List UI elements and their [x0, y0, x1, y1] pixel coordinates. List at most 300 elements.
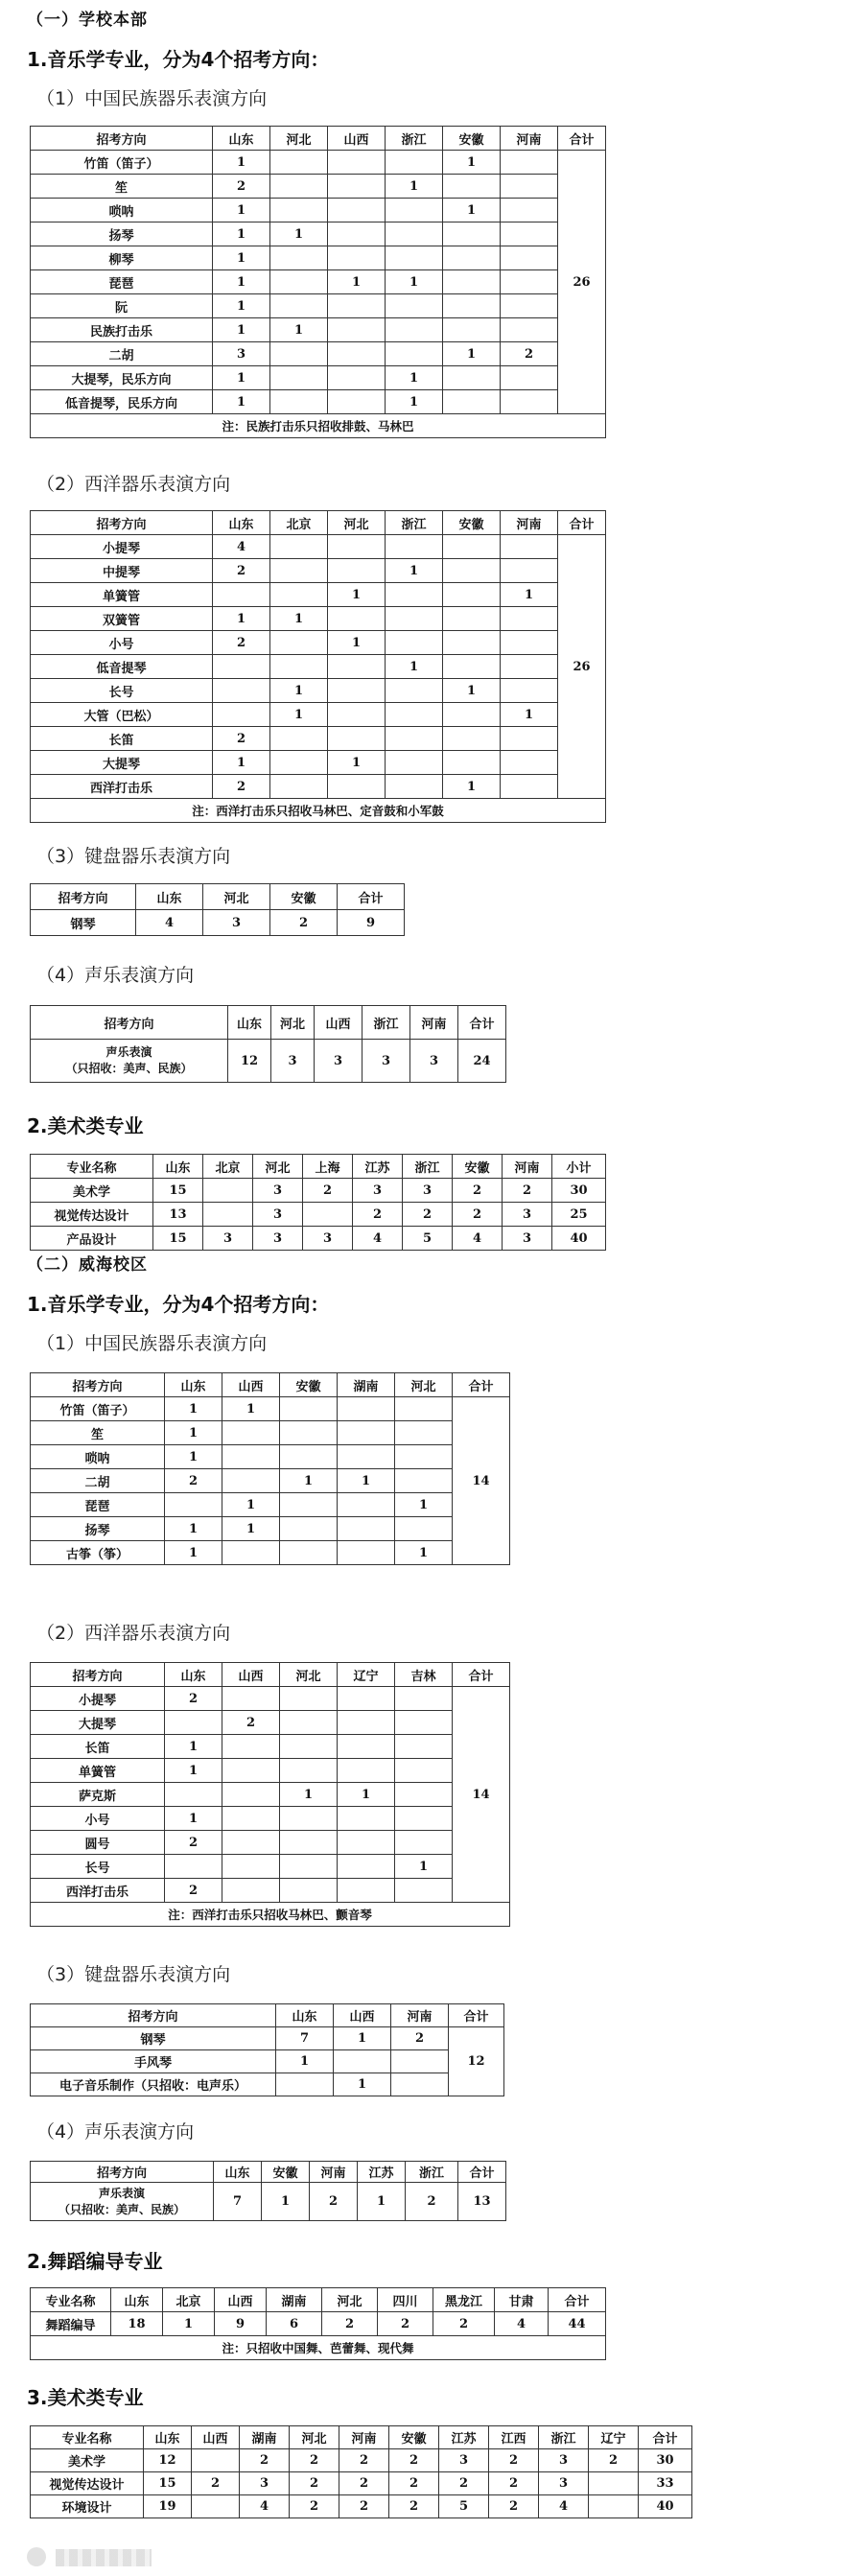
cell: 2	[322, 2312, 378, 2336]
cell	[338, 1517, 395, 1541]
cell: 40	[639, 2495, 692, 2518]
header-cell: 山东	[228, 1006, 271, 1040]
cell: 3	[539, 2472, 589, 2495]
cell: 2	[303, 1179, 353, 1203]
cell: 1	[213, 294, 270, 318]
table-row	[31, 199, 606, 222]
table-row	[31, 1831, 510, 1855]
cell	[328, 655, 386, 679]
cell: 1	[338, 1469, 395, 1493]
cell	[222, 1783, 280, 1807]
cell: 1	[213, 222, 270, 246]
header-cell: 河北	[253, 1155, 303, 1179]
cell: 2	[389, 2449, 439, 2472]
cell: 30	[552, 1179, 606, 1203]
cell	[338, 1807, 395, 1831]
cell: 1	[386, 390, 443, 414]
cell: 1	[213, 366, 270, 390]
table-row	[31, 559, 606, 583]
cell: 2	[310, 2183, 358, 2221]
cell: 1	[395, 1541, 453, 1565]
cell	[280, 1879, 338, 1903]
cell: 1	[501, 703, 558, 727]
header-cell: 山东	[153, 1155, 203, 1179]
cell	[270, 535, 328, 559]
cell: 4	[453, 1227, 503, 1251]
cell: 2	[165, 1831, 222, 1855]
table-row	[31, 775, 606, 799]
table-weihai-folk	[30, 1372, 510, 1565]
header-cell: 河北	[280, 1663, 338, 1687]
header-cell: 河南	[310, 2162, 358, 2183]
cell: 1	[213, 318, 270, 342]
cell	[589, 2472, 639, 2495]
cell: 2	[389, 2472, 439, 2495]
cell	[338, 1711, 395, 1735]
cell	[222, 1541, 280, 1565]
header-cell: 专业名称	[31, 2426, 144, 2449]
cell: 15	[144, 2472, 192, 2495]
major-heading: 3.美术类专业	[27, 2386, 144, 2409]
campus-heading: （二）威海校区	[27, 1255, 148, 1275]
table-row	[31, 366, 606, 390]
table-note: 注：西洋打击乐只招收马林巴、定音鼓和小军鼓	[31, 799, 606, 823]
cell	[338, 1735, 395, 1759]
cell	[501, 775, 558, 799]
cell: 3	[303, 1227, 353, 1251]
cell: 1	[501, 583, 558, 607]
table-header-row	[31, 127, 606, 151]
row-label: 钢琴	[31, 910, 136, 936]
cell: 24	[458, 1040, 506, 1083]
cell: 1	[270, 679, 328, 703]
cell: 25	[552, 1203, 606, 1227]
cell	[280, 1711, 338, 1735]
cell	[280, 1735, 338, 1759]
table-header-row	[31, 1663, 510, 1687]
cell	[395, 1397, 453, 1421]
cell: 12	[144, 2449, 192, 2472]
cell: 2	[489, 2449, 539, 2472]
header-cell: 安徽	[443, 127, 501, 151]
cell	[280, 1759, 338, 1783]
cell: 1	[443, 151, 501, 175]
header-cell: 合计	[453, 1373, 510, 1397]
cell	[386, 751, 443, 775]
row-label: 琵琶	[31, 270, 213, 294]
cell	[501, 607, 558, 631]
cell	[386, 199, 443, 222]
cell	[270, 631, 328, 655]
header-cell: 河南	[501, 511, 558, 535]
direction-heading: （3）键盘器乐表演方向	[36, 1964, 231, 1985]
cell	[165, 1493, 222, 1517]
cell	[338, 1541, 395, 1565]
header-cell: 安徽	[262, 2162, 310, 2183]
header-cell: 河北	[270, 127, 328, 151]
row-label: 竹笛（笛子）	[31, 1397, 165, 1421]
table-main-keyboard	[30, 883, 405, 936]
cell	[386, 583, 443, 607]
cell	[280, 1807, 338, 1831]
header-cell: 上海	[303, 1155, 353, 1179]
table-row	[31, 1203, 606, 1227]
cell	[222, 1445, 280, 1469]
cell	[386, 222, 443, 246]
header-cell: 四川	[378, 2288, 433, 2312]
cell	[328, 175, 386, 199]
cell: 1	[222, 1493, 280, 1517]
cell: 1	[165, 1421, 222, 1445]
row-label: 单簧管	[31, 1759, 165, 1783]
cell	[443, 270, 501, 294]
cell	[270, 199, 328, 222]
header-cell: 山西	[328, 127, 386, 151]
cell: 2	[339, 2449, 389, 2472]
cell	[270, 294, 328, 318]
table-row	[31, 1179, 606, 1203]
cell: 5	[403, 1227, 453, 1251]
cell	[501, 751, 558, 775]
cell	[386, 294, 443, 318]
cell	[386, 775, 443, 799]
total-cell: 26	[558, 535, 606, 799]
cell: 3	[353, 1179, 403, 1203]
cell	[328, 222, 386, 246]
table-note-row	[31, 799, 606, 823]
header-cell: 湖南	[338, 1373, 395, 1397]
cell	[386, 679, 443, 703]
cell	[222, 1831, 280, 1855]
header-cell: 专业名称	[31, 1155, 153, 1179]
cell	[280, 1445, 338, 1469]
cell	[386, 631, 443, 655]
cell	[338, 1421, 395, 1445]
header-cell: 安徽	[389, 2426, 439, 2449]
header-cell: 安徽	[443, 511, 501, 535]
cell: 2	[192, 2472, 240, 2495]
campus-heading: （一）学校本部	[27, 11, 148, 30]
cell: 2	[290, 2495, 339, 2518]
table-row	[31, 1421, 510, 1445]
table-row	[31, 318, 606, 342]
row-label: 西洋打击乐	[31, 1879, 165, 1903]
table-header-row	[31, 2004, 504, 2027]
cell	[338, 1855, 395, 1879]
header-cell: 招考方向	[31, 884, 136, 910]
cell: 2	[433, 2312, 495, 2336]
header-cell: 山东	[136, 884, 203, 910]
cell	[328, 607, 386, 631]
cell	[386, 246, 443, 270]
header-cell: 河北	[328, 511, 386, 535]
cell: 2	[489, 2472, 539, 2495]
cell: 9	[215, 2312, 267, 2336]
row-label: 大提琴	[31, 751, 213, 775]
header-cell: 山东	[214, 2162, 262, 2183]
row-label: 环境设计	[31, 2495, 144, 2518]
header-cell: 浙江	[363, 1006, 410, 1040]
cell	[386, 607, 443, 631]
cell	[501, 318, 558, 342]
header-cell: 合计	[449, 2004, 504, 2027]
cell	[276, 2073, 334, 2096]
cell	[443, 703, 501, 727]
cell	[192, 2449, 240, 2472]
cell	[338, 1759, 395, 1783]
cell: 2	[240, 2449, 290, 2472]
header-cell: 辽宁	[589, 2426, 639, 2449]
header-cell: 招考方向	[31, 2004, 276, 2027]
cell: 2	[439, 2472, 489, 2495]
cell: 3	[253, 1227, 303, 1251]
header-cell: 河南	[503, 1155, 552, 1179]
total-cell: 26	[558, 151, 606, 414]
cell: 1	[334, 2073, 391, 2096]
cell	[395, 1759, 453, 1783]
row-label: 二胡	[31, 1469, 165, 1493]
direction-heading: （4）声乐表演方向	[36, 965, 195, 986]
header-cell: 浙江	[386, 127, 443, 151]
row-label: 舞蹈编导	[31, 2312, 111, 2336]
direction-heading: （4）声乐表演方向	[36, 2121, 195, 2143]
header-cell: 北京	[163, 2288, 215, 2312]
cell	[328, 535, 386, 559]
cell: 1	[165, 1517, 222, 1541]
cell	[443, 607, 501, 631]
table-row	[31, 151, 606, 175]
cell: 13	[458, 2183, 506, 2221]
cell: 1	[222, 1397, 280, 1421]
table-row	[31, 2472, 692, 2495]
cell	[501, 270, 558, 294]
cell	[501, 294, 558, 318]
row-label: 大提琴	[31, 1711, 165, 1735]
row-label: 大管（巴松）	[31, 703, 213, 727]
cell: 3	[439, 2449, 489, 2472]
header-cell: 山西	[192, 2426, 240, 2449]
cell: 2	[391, 2027, 449, 2050]
cell	[192, 2495, 240, 2518]
header-cell: 江苏	[353, 1155, 403, 1179]
cell	[501, 151, 558, 175]
header-cell: 山东	[276, 2004, 334, 2027]
cell	[270, 583, 328, 607]
table-row	[31, 751, 606, 775]
cell	[338, 1397, 395, 1421]
table-row	[31, 607, 606, 631]
cell	[386, 703, 443, 727]
cell	[213, 583, 270, 607]
header-cell: 北京	[270, 511, 328, 535]
cell: 1	[276, 2050, 334, 2073]
cell: 1	[334, 2027, 391, 2050]
cell: 19	[144, 2495, 192, 2518]
table-note-row	[31, 1903, 510, 1927]
cell: 1	[165, 1735, 222, 1759]
watermark-logo	[27, 2547, 46, 2566]
header-cell: 河北	[322, 2288, 378, 2312]
cell	[328, 703, 386, 727]
row-label: 小号	[31, 631, 213, 655]
cell	[338, 1493, 395, 1517]
cell	[386, 535, 443, 559]
row-label: 电子音乐制作（只招收：电声乐）	[31, 2073, 276, 2096]
cell: 1	[386, 559, 443, 583]
table-row	[31, 1397, 510, 1421]
cell: 4	[136, 910, 203, 936]
cell: 1	[386, 175, 443, 199]
cell	[501, 366, 558, 390]
cell	[338, 1445, 395, 1469]
major-heading: 2.舞蹈编导专业	[27, 2250, 163, 2273]
table-header-row	[31, 1006, 506, 1040]
cell	[222, 1759, 280, 1783]
table-row	[31, 1517, 510, 1541]
header-cell: 浙江	[386, 511, 443, 535]
table-row	[31, 294, 606, 318]
cell	[391, 2050, 449, 2073]
cell: 2	[165, 1469, 222, 1493]
cell: 2	[290, 2449, 339, 2472]
cell	[501, 199, 558, 222]
direction-heading: （3）键盘器乐表演方向	[36, 846, 231, 867]
cell: 1	[270, 222, 328, 246]
cell	[328, 246, 386, 270]
cell	[386, 342, 443, 366]
cell	[222, 1879, 280, 1903]
cell: 15	[153, 1179, 203, 1203]
cell: 3	[363, 1040, 410, 1083]
table-row	[31, 1879, 510, 1903]
cell	[395, 1421, 453, 1445]
table-weihai-keyboard	[30, 2003, 504, 2096]
cell: 1	[165, 1445, 222, 1469]
cell	[270, 775, 328, 799]
cell: 3	[410, 1040, 458, 1083]
cell: 1	[328, 270, 386, 294]
header-cell: 合计	[639, 2426, 692, 2449]
table-row	[31, 1735, 510, 1759]
row-label: 长号	[31, 679, 213, 703]
header-cell: 合计	[458, 1006, 506, 1040]
cell	[501, 535, 558, 559]
row-label: 柳琴	[31, 246, 213, 270]
table-note: 注：西洋打击乐只招收马林巴、颤音琴	[31, 1903, 510, 1927]
major-heading: 1.音乐学专业，分为4个招考方向：	[27, 48, 330, 71]
table-row	[31, 1469, 510, 1493]
row-label: 声乐表演 （只招收：美声、民族）	[31, 1040, 228, 1083]
row-label: 长笛	[31, 1735, 165, 1759]
table-header-row	[31, 1373, 510, 1397]
header-cell: 山西	[334, 2004, 391, 2027]
direction-heading: （1）中国民族器乐表演方向	[36, 1333, 268, 1354]
table-row	[31, 342, 606, 366]
cell: 3	[271, 1040, 315, 1083]
table-row	[31, 1759, 510, 1783]
row-label: 笙	[31, 1421, 165, 1445]
header-cell: 山东	[144, 2426, 192, 2449]
table-main-vocal	[30, 1005, 506, 1083]
cell: 1	[338, 1783, 395, 1807]
row-label: 琵琶	[31, 1493, 165, 1517]
cell	[222, 1421, 280, 1445]
table-row	[31, 1807, 510, 1831]
cell: 2	[489, 2495, 539, 2518]
cell	[443, 318, 501, 342]
cell: 2	[503, 1179, 552, 1203]
total-cell: 14	[453, 1687, 510, 1903]
table-main-folk	[30, 126, 606, 438]
header-cell: 安徽	[453, 1155, 503, 1179]
row-label: 美术学	[31, 2449, 144, 2472]
table-row	[31, 535, 606, 559]
header-cell: 安徽	[280, 1373, 338, 1397]
header-cell: 合计	[453, 1663, 510, 1687]
table-row	[31, 910, 405, 936]
table-row	[31, 2050, 504, 2073]
row-label: 扬琴	[31, 1517, 165, 1541]
row-label: 二胡	[31, 342, 213, 366]
cell	[270, 270, 328, 294]
cell: 2	[213, 631, 270, 655]
cell: 2	[389, 2495, 439, 2518]
cell	[280, 1541, 338, 1565]
row-label: 小提琴	[31, 1687, 165, 1711]
cell: 2	[222, 1711, 280, 1735]
table-row	[31, 222, 606, 246]
cell: 2	[501, 342, 558, 366]
header-cell: 河北	[271, 1006, 315, 1040]
cell: 2	[165, 1879, 222, 1903]
cell	[395, 1445, 453, 1469]
cell	[328, 366, 386, 390]
header-cell: 招考方向	[31, 2162, 214, 2183]
table-row	[31, 727, 606, 751]
cell: 1	[386, 270, 443, 294]
cell	[165, 1855, 222, 1879]
header-cell: 河南	[410, 1006, 458, 1040]
cell: 1	[213, 151, 270, 175]
cell	[589, 2495, 639, 2518]
table-row	[31, 631, 606, 655]
row-label: 竹笛（笛子）	[31, 151, 213, 175]
cell	[328, 342, 386, 366]
row-label: 美术学	[31, 1179, 153, 1203]
cell: 2	[213, 775, 270, 799]
row-label: 扬琴	[31, 222, 213, 246]
cell: 3	[203, 1227, 253, 1251]
table-weihai-art	[30, 2425, 692, 2518]
cell: 2	[339, 2472, 389, 2495]
table-note: 注：民族打击乐只招收排鼓、马林巴	[31, 414, 606, 438]
cell: 3	[213, 342, 270, 366]
cell	[501, 727, 558, 751]
cell: 1	[262, 2183, 310, 2221]
cell	[222, 1855, 280, 1879]
cell	[280, 1493, 338, 1517]
cell	[328, 390, 386, 414]
table-row	[31, 246, 606, 270]
row-label: 笙	[31, 175, 213, 199]
header-cell: 湖南	[267, 2288, 322, 2312]
cell	[270, 342, 328, 366]
cell	[443, 583, 501, 607]
header-cell: 河北	[395, 1373, 453, 1397]
table-row	[31, 1855, 510, 1879]
header-cell: 黑龙江	[433, 2288, 495, 2312]
cell: 2	[213, 559, 270, 583]
